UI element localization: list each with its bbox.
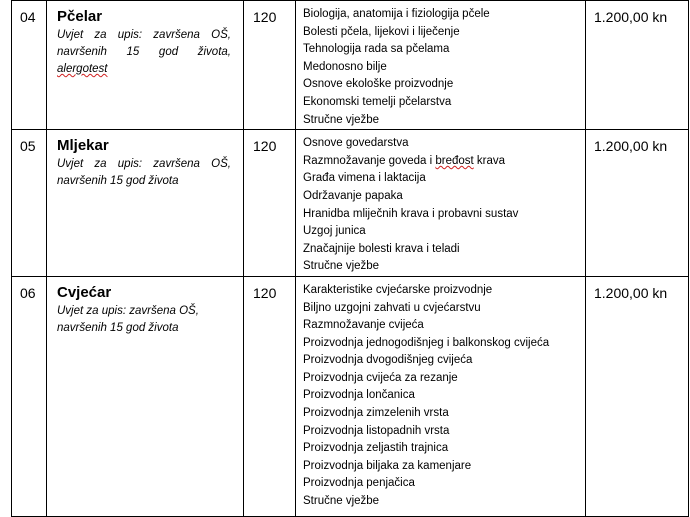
- subject-item: Proizvodnja zimzelenih vrsta: [303, 407, 449, 420]
- condition-line-1: Uvjet za upis: završena OŠ,: [57, 304, 199, 317]
- subject-list: [296, 277, 585, 511]
- subject-item: Biljno uzgojni zahvati u cvjećarstvu: [303, 301, 481, 314]
- subject-item: Osnove govedarstva: [303, 137, 409, 150]
- program-price: 1.200,00 kn: [594, 138, 668, 155]
- subject-item: Ekonomski temelji pčelarstva: [303, 95, 452, 108]
- subject-item: Stručne vježbe: [303, 113, 380, 126]
- price-cell: [586, 130, 689, 277]
- subject-item: Osnove ekološke proizvodnje: [303, 78, 454, 91]
- program-price: 1.200,00 kn: [594, 284, 668, 301]
- subject-item: [303, 153, 585, 171]
- subject-item: Proizvodnja lončanica: [303, 389, 415, 402]
- subject-item: Proizvodnja zeljastih trajnica: [303, 442, 449, 455]
- enrollment-condition: [47, 301, 243, 337]
- condition-line-1: Uvjet za upis: završena OŠ,: [57, 29, 231, 41]
- name-cell: [47, 130, 244, 277]
- subjects-cell: [296, 130, 586, 277]
- subject-list: [296, 130, 585, 276]
- enrollment-condition: [47, 154, 243, 190]
- code-cell: [12, 1, 47, 130]
- subject-item: Građa vimena i laktacija: [303, 172, 426, 185]
- name-cell: [47, 276, 244, 516]
- table-row: [12, 1, 689, 130]
- subject-item: Bolesti pčela, lijekovi i liječenje: [303, 25, 460, 38]
- subject-text: krava: [473, 154, 506, 167]
- subject-item: Značajnije bolesti krava i teladi: [303, 242, 460, 255]
- subject-item: Stručne vježbe: [303, 260, 380, 273]
- condition-allergy-test: alergotest: [57, 63, 108, 75]
- subject-item: Razmnožavanje cvijeća: [303, 319, 424, 332]
- hours-cell: [244, 276, 296, 516]
- condition-line-2: [57, 44, 231, 78]
- program-name: Mljekar: [57, 137, 109, 155]
- program-code: 04: [20, 9, 36, 25]
- program-hours: 120: [253, 138, 277, 155]
- subject-item: Stručne vježbe: [303, 495, 380, 508]
- subject-item: Tehnologija rada sa pčelama: [303, 43, 450, 56]
- table-row: [12, 276, 689, 516]
- subject-flagged-word: bređost: [435, 154, 474, 167]
- subject-item: Proizvodnja jednogodišnjeg i balkonskog cvijeća: [303, 336, 550, 349]
- subject-item: Proizvodnja dvogodišnjeg cvijeća: [303, 354, 473, 367]
- subjects-cell: [296, 1, 586, 130]
- condition-line-2: navršenih 15 god života: [57, 321, 179, 334]
- program-hours: 120: [253, 9, 277, 25]
- condition-line-2-text: navršenih 15 god života,: [57, 46, 231, 58]
- subject-text: Razmnožavanje goveda i: [303, 154, 436, 167]
- subject-item: Hranidba mliječnih krava i probavni sustav: [303, 207, 519, 220]
- program-price: 1.200,00 kn: [594, 9, 668, 25]
- hours-cell: [244, 130, 296, 277]
- subject-item: Karakteristike cvjećarske proizvodnje: [303, 283, 493, 296]
- price-cell: [586, 1, 689, 130]
- subject-item: Proizvodnja listopadnih vrsta: [303, 424, 450, 437]
- subjects-cell: [296, 276, 586, 516]
- code-cell: [12, 130, 47, 277]
- program-name: Pčelar: [57, 8, 103, 25]
- subject-item: Proizvodnja penjačica: [303, 477, 415, 490]
- subject-item: Medonosno bilje: [303, 60, 387, 73]
- subject-item: Biologija, anatomija i fiziologija pčele: [303, 8, 490, 20]
- name-cell: [47, 1, 244, 130]
- program-hours: 120: [253, 284, 277, 301]
- price-cell: [586, 276, 689, 516]
- subject-item: Održavanje papaka: [303, 189, 403, 202]
- hours-cell: [244, 1, 296, 130]
- code-cell: [12, 276, 47, 516]
- program-table: [11, 0, 689, 517]
- program-code: 06: [20, 284, 36, 301]
- subject-list: [296, 1, 585, 129]
- condition-line-2: navršenih 15 god života: [57, 175, 179, 188]
- condition-line-1: Uvjet za upis: završena OŠ,: [57, 158, 231, 171]
- enrollment-condition: [47, 25, 243, 78]
- subject-item: Proizvodnja cvijeća za rezanje: [303, 371, 458, 384]
- subject-item: Uzgoj junica: [303, 225, 366, 238]
- program-name: Cvjećar: [57, 283, 112, 301]
- table-row: [12, 130, 689, 277]
- program-code: 05: [20, 138, 36, 155]
- subject-item: Proizvodnja biljaka za kamenjare: [303, 459, 472, 472]
